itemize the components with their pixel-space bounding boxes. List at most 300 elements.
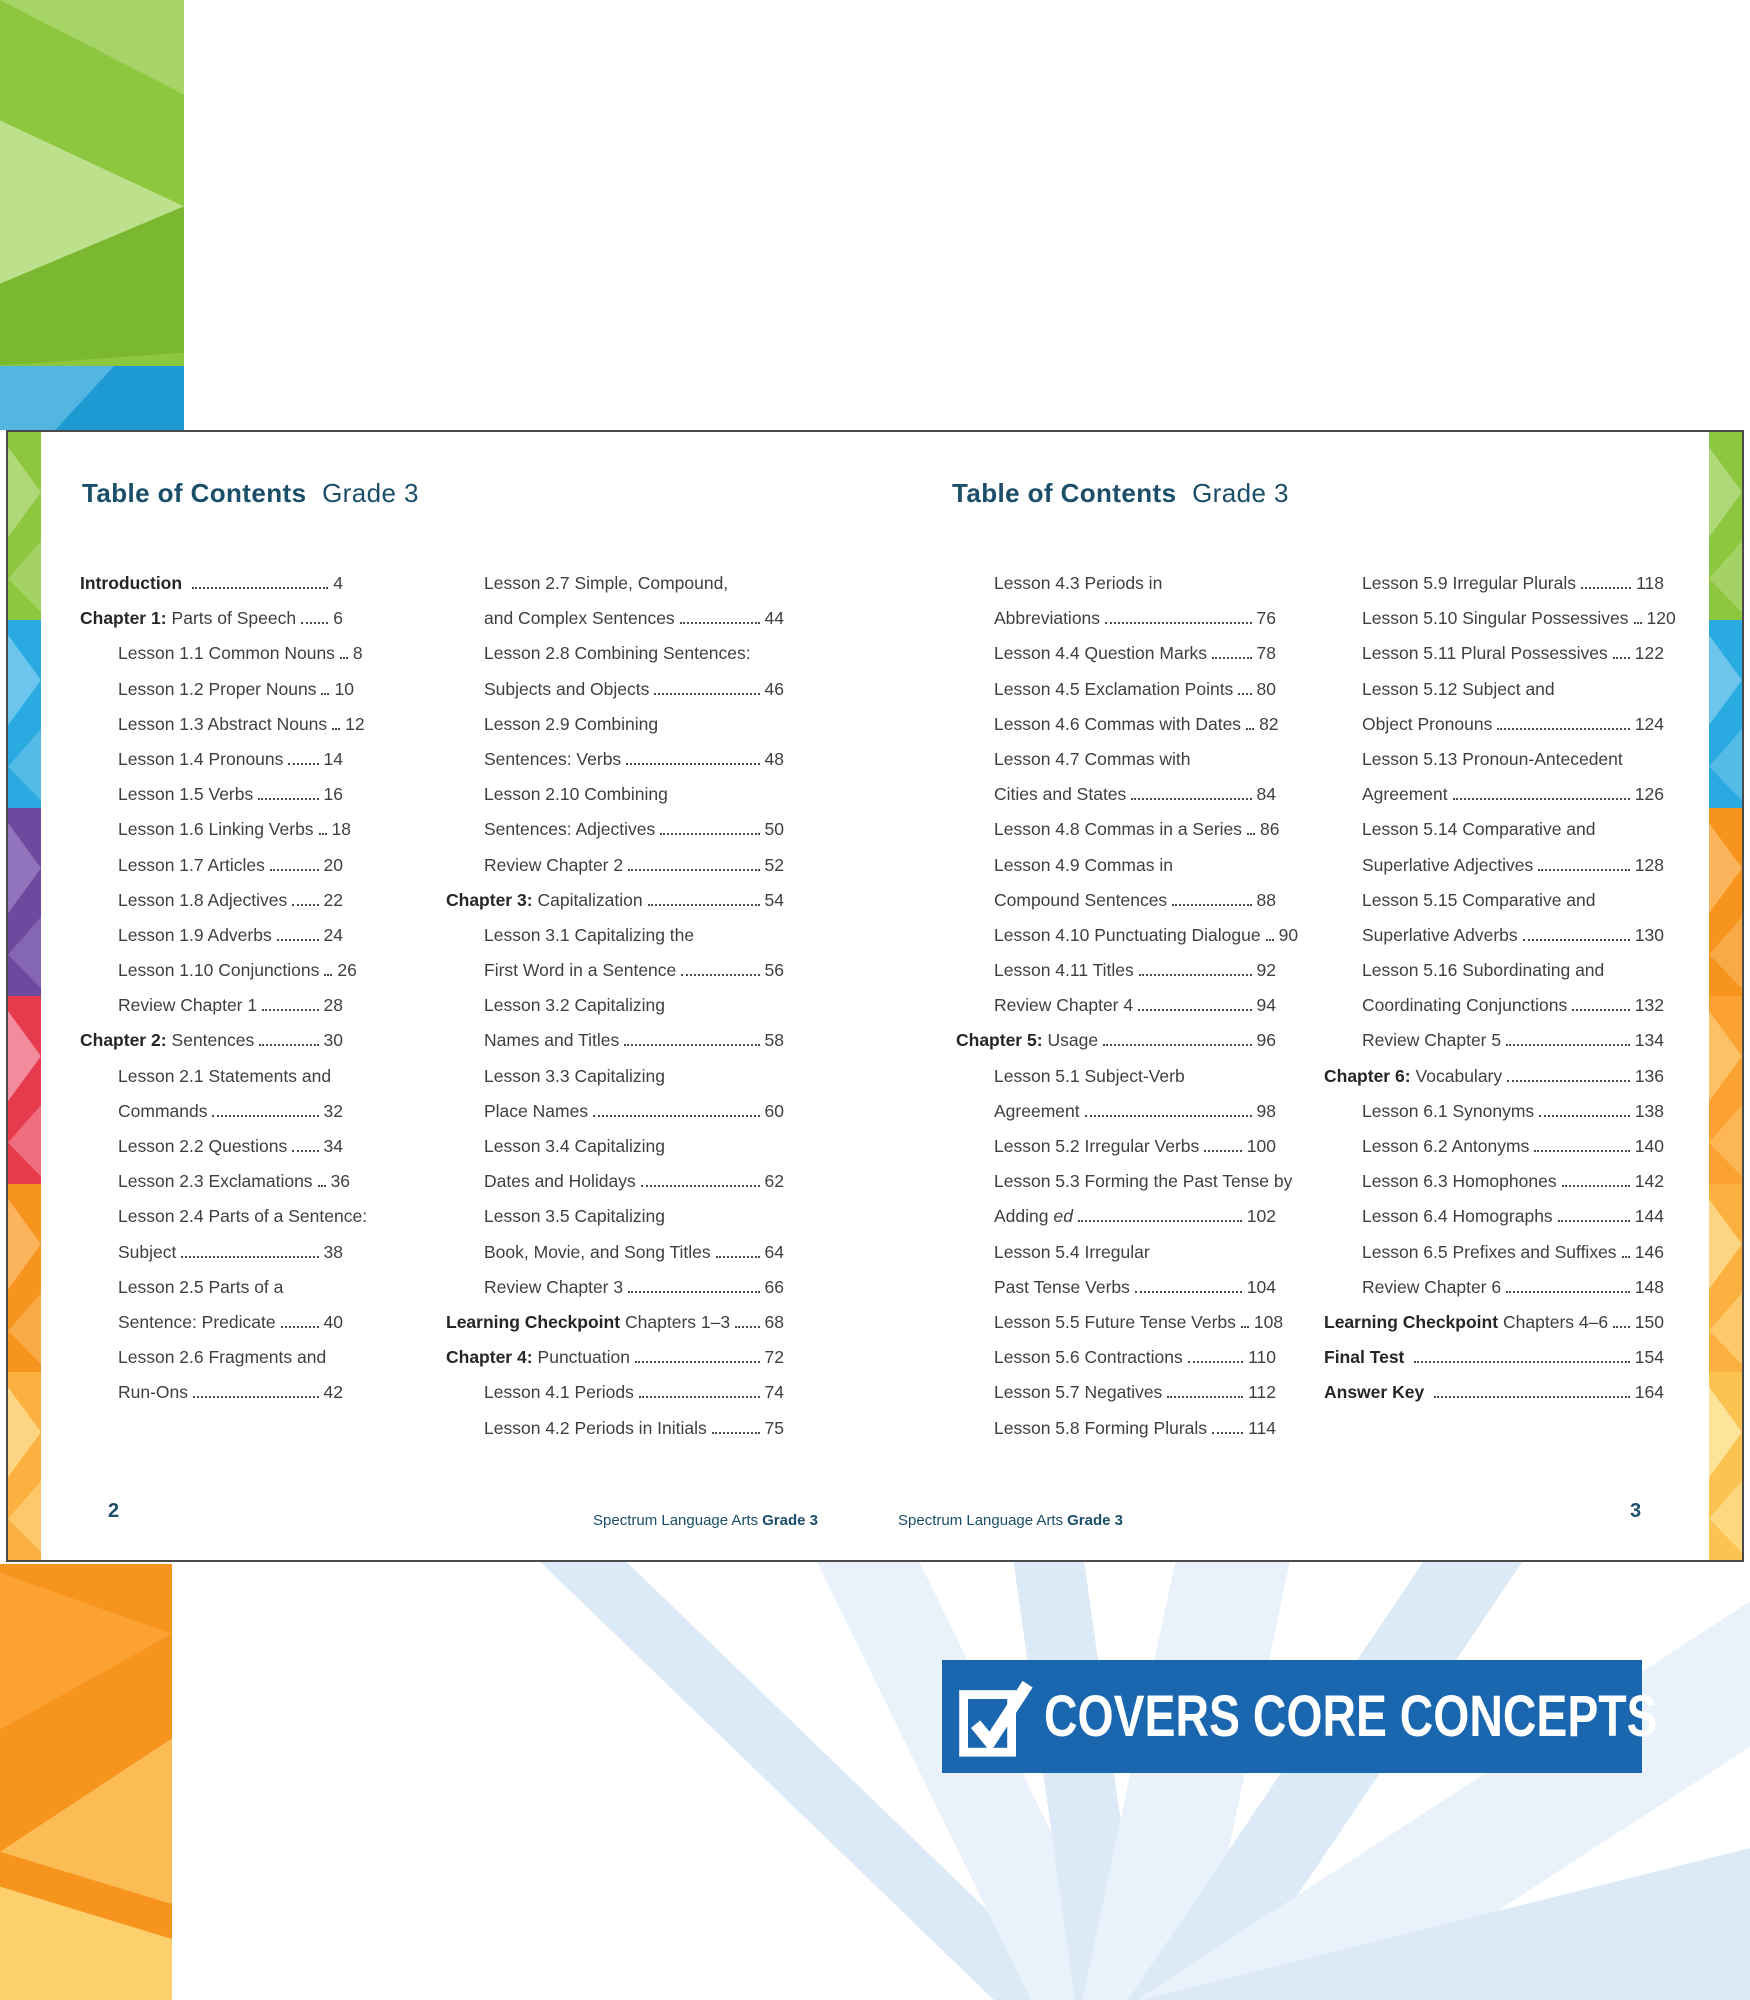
toc-entry: [1324, 601, 1676, 636]
toc-entry-label: Book, Movie, and Song Titles: [484, 1241, 711, 1262]
dot-leader: [1204, 1148, 1242, 1152]
right-page-footer: [898, 1512, 1123, 1529]
toc-entry: [80, 1270, 343, 1305]
dot-leader: [181, 1254, 318, 1258]
toc-entry-page-number: 42: [323, 1382, 343, 1403]
toc-entry-page-number: 24: [323, 924, 343, 945]
dot-leader: [192, 585, 328, 589]
toc-entry-bold-label: Chapter 2:: [80, 1030, 167, 1051]
toc-entry-page-number: 142: [1634, 1171, 1664, 1192]
toc-entry-bold-label: Chapter 6:: [1324, 1065, 1411, 1086]
toc-entry: [956, 566, 1276, 601]
toc-entry: [80, 672, 354, 707]
toc-entry: [1324, 988, 1664, 1023]
dot-leader: [1453, 796, 1630, 800]
toc-entry-label: Dates and Holidays: [484, 1171, 636, 1192]
dot-leader: [1103, 1042, 1251, 1046]
toc-entry-label: Lesson 2.2 Questions: [118, 1136, 288, 1156]
dot-leader: [1507, 1078, 1630, 1082]
toc-entry-page-number: 10: [334, 678, 354, 699]
dot-leader: [654, 691, 759, 695]
toc-entry-page-number: 90: [1278, 924, 1299, 945]
toc-entry-label: Lesson 4.10 Punctuating Dialogue: [994, 924, 1261, 945]
toc-entry-page-number: 102: [1246, 1206, 1276, 1227]
rainbow-strip-left: [8, 432, 41, 1560]
strip-segment-red: [8, 996, 41, 1184]
toc-entry: [446, 1411, 784, 1446]
toc-entry-label: Superlative Adjectives: [1362, 854, 1534, 875]
toc-entry: [80, 812, 352, 847]
toc-entry-page-number: 50: [764, 819, 784, 840]
toc-entry-label: Adding: [994, 1206, 1049, 1227]
toc-entry-label: Place Names: [484, 1100, 589, 1121]
dot-leader: [321, 691, 329, 695]
toc-entry-label: Lesson 1.4 Pronouns: [118, 748, 284, 769]
toc-entry-page-number: 86: [1260, 819, 1280, 840]
toc-entry-label: Lesson 4.5 Exclamation Points: [994, 678, 1234, 699]
dot-leader: [712, 1430, 760, 1434]
toc-entry-label: Subjects and Objects: [484, 678, 650, 699]
toc-entry-page-number: 60: [764, 1100, 784, 1121]
toc-entry-page-number: 14: [323, 748, 343, 769]
toc-entry-page-number: 18: [331, 819, 352, 840]
toc-entry: [1324, 1199, 1664, 1234]
toc-entry-label: Chapters 1–3: [625, 1311, 731, 1332]
toc-entry-label: Lesson 4.3 Periods in: [994, 573, 1163, 593]
dot-leader: [1085, 1113, 1252, 1117]
toc-entry-label: Lesson 6.4 Homographs: [1362, 1206, 1553, 1227]
toc-entry: [956, 1199, 1276, 1234]
toc-entry: [956, 1023, 1276, 1058]
dot-leader: [639, 1394, 760, 1398]
toc-entry-label: Lesson 4.11 Titles: [994, 960, 1134, 981]
toc-entry-page-number: 16: [323, 784, 343, 805]
toc-entry: [1324, 1094, 1664, 1129]
toc-entry-page-number: 110: [1248, 1347, 1276, 1368]
dot-leader: [660, 831, 759, 835]
decorative-green-block: [0, 0, 184, 430]
toc-entry: [446, 777, 784, 812]
dot-leader: [212, 1113, 318, 1117]
toc-entry-label: Subject: [118, 1241, 177, 1262]
banner-label: COVERS CORE CONCEPTS: [1044, 1684, 1658, 1749]
toc-entry: [80, 777, 343, 812]
toc-entry-page-number: 128: [1634, 854, 1664, 875]
toc-entry-label: Lesson 3.2 Capitalizing: [484, 995, 665, 1016]
dot-leader: [1246, 726, 1254, 730]
toc-entry-label: Lesson 1.1 Common Nouns: [118, 643, 335, 664]
toc-entry: [80, 918, 343, 953]
toc-entry-label: Lesson 1.5 Verbs: [118, 784, 254, 805]
toc-entry: [446, 1199, 784, 1234]
check-square-icon: [958, 1669, 1038, 1765]
dot-leader: [288, 761, 318, 765]
toc-entry-bold-label: Chapter 4:: [446, 1347, 533, 1368]
toc-entry: [1324, 1023, 1664, 1058]
dot-leader: [1188, 1359, 1243, 1363]
strip-segment-cyan: [1709, 620, 1742, 808]
strip-segment-yellow-light: [1709, 1372, 1742, 1560]
left-page-footer: [593, 1512, 818, 1529]
toc-entry-page-number: 54: [764, 889, 784, 910]
toc-entry-page-number: 26: [337, 960, 357, 981]
toc-entry: [1324, 1059, 1664, 1094]
toc-entry-label: Review Chapter 4: [994, 995, 1134, 1016]
toc-entry-italic-label: ed: [1053, 1206, 1073, 1227]
footer-series: Spectrum Language Arts: [593, 1512, 759, 1529]
toc-entry: [956, 742, 1276, 777]
dot-leader: [292, 902, 318, 906]
toc-entry: [1324, 707, 1664, 742]
toc-entry: [446, 1270, 784, 1305]
toc-entry-label: Lesson 5.5 Future Tense Verbs: [994, 1311, 1236, 1332]
strip-segment-purple: [8, 808, 41, 996]
dot-leader: [318, 1183, 326, 1187]
page-title-grade: Grade 3: [322, 478, 419, 508]
toc-entry-label: Lesson 6.2 Antonyms: [1362, 1136, 1530, 1156]
toc-entry: [956, 1340, 1276, 1375]
toc-entry: [446, 1305, 784, 1340]
toc-entry-label: Lesson 5.9 Irregular Plurals: [1362, 573, 1576, 593]
toc-entry: [80, 848, 343, 883]
toc-entry-page-number: 66: [764, 1276, 784, 1297]
toc-entry: [956, 1375, 1276, 1410]
dot-leader: [1266, 937, 1274, 941]
toc-entry-page-number: 80: [1256, 678, 1276, 699]
toc-entry-label: Lesson 5.10 Singular Possessives: [1362, 608, 1629, 629]
toc-entry-label: Lesson 2.4 Parts of a Sentence:: [118, 1206, 368, 1227]
toc-entry-label: Run-Ons: [118, 1382, 189, 1403]
toc-entry-page-number: 40: [323, 1311, 343, 1332]
toc-entry: [446, 953, 784, 988]
toc-entry-page-number: 112: [1248, 1382, 1276, 1403]
dot-leader: [1538, 867, 1630, 871]
footer-series: Spectrum Language Arts: [898, 1512, 1064, 1529]
toc-entry-page-number: 138: [1634, 1100, 1664, 1121]
dot-leader: [1105, 620, 1251, 624]
toc-entry: [446, 883, 784, 918]
toc-entry-label: Lesson 5.3 Forming the Past Tense by: [994, 1171, 1293, 1192]
dot-leader: [258, 796, 318, 800]
toc-entry-label: Review Chapter 3: [484, 1276, 624, 1297]
toc-entry-label: Lesson 1.7 Articles: [118, 854, 265, 875]
toc-entry: [80, 742, 343, 777]
toc-entry-label: Lesson 6.1 Synonyms: [1362, 1100, 1535, 1121]
toc-entry-page-number: 92: [1256, 960, 1276, 981]
toc-entry: [80, 953, 357, 988]
toc-entry-page-number: 164: [1634, 1382, 1664, 1403]
left-page-number: 2: [108, 1500, 120, 1522]
toc-entry-page-number: 94: [1256, 995, 1276, 1016]
toc-entry-bold-label: Final Test: [1324, 1347, 1405, 1368]
toc-entry-label: Sentences: Adjectives: [484, 819, 656, 840]
toc-entry: [446, 1375, 784, 1410]
toc-entry-label: Vocabulary: [1415, 1065, 1503, 1086]
toc-entry-label: Lesson 5.2 Irregular Verbs: [994, 1136, 1200, 1156]
toc-entry-label: Lesson 2.9 Combining: [484, 713, 659, 734]
toc-entry-label: Lesson 4.1 Periods: [484, 1382, 634, 1403]
toc-entry-label: Parts of Speech: [171, 608, 297, 629]
toc-entry-page-number: 150: [1634, 1311, 1664, 1332]
toc-entry-label: Lesson 4.6 Commas with Dates: [994, 713, 1242, 734]
dot-leader: [292, 1148, 318, 1152]
toc-entry: [956, 883, 1276, 918]
toc-entry-label: Lesson 6.5 Prefixes and Suffixes: [1362, 1241, 1617, 1262]
toc-entry-page-number: 76: [1256, 608, 1276, 629]
dot-leader: [1414, 1359, 1629, 1363]
toc-column-3: [956, 566, 1299, 1446]
toc-entry: [956, 777, 1276, 812]
toc-entry-label: Cities and States: [994, 784, 1127, 805]
toc-entry-label: Usage: [1047, 1030, 1099, 1051]
toc-entry: [80, 1305, 343, 1340]
page-spread: [6, 430, 1744, 1562]
toc-entry-label: Lesson 4.4 Question Marks: [994, 643, 1208, 664]
dot-leader: [193, 1394, 319, 1398]
dot-leader: [301, 620, 328, 624]
toc-entry-bold-label: Learning Checkpoint: [446, 1311, 621, 1332]
toc-entry-label: Lesson 5.14 Comparative and: [1362, 819, 1596, 840]
toc-entry-page-number: 108: [1253, 1311, 1284, 1332]
toc-entry-label: Lesson 3.5 Capitalizing: [484, 1206, 665, 1227]
toc-column-1: [80, 566, 368, 1411]
toc-entry: [1324, 918, 1664, 953]
dot-leader: [716, 1254, 760, 1258]
toc-entry-page-number: 154: [1634, 1347, 1664, 1368]
toc-column-2: [446, 566, 784, 1446]
toc-entry-label: Punctuation: [537, 1347, 630, 1368]
dot-leader: [340, 655, 348, 659]
toc-entry: [446, 636, 784, 671]
toc-entry-bold-label: Chapter 5:: [956, 1030, 1043, 1051]
toc-entry-page-number: 82: [1259, 713, 1279, 734]
dot-leader: [1172, 902, 1251, 906]
toc-entry-label: Lesson 5.13 Pronoun-Antecedent: [1362, 748, 1623, 769]
toc-entry: [956, 918, 1299, 953]
toc-entry: [956, 848, 1276, 883]
toc-entry-label: Lesson 5.15 Comparative and: [1362, 889, 1596, 910]
decorative-orange-block: [0, 1564, 172, 2000]
toc-entry-label: Lesson 2.10 Combining: [484, 784, 668, 805]
page-title-grade: Grade 3: [1192, 478, 1289, 508]
dot-leader: [1506, 1042, 1630, 1046]
toc-entry: [80, 636, 363, 671]
toc-entry-label: Lesson 4.2 Periods in Initials: [484, 1417, 707, 1438]
dot-leader: [324, 972, 332, 976]
dot-leader: [593, 1113, 759, 1117]
footer-grade: Grade 3: [762, 1512, 818, 1529]
toc-entry-label: Review Chapter 1: [118, 995, 258, 1016]
toc-entry-label: Capitalization: [537, 889, 643, 910]
toc-entry: [446, 672, 784, 707]
toc-entry-page-number: 144: [1634, 1206, 1664, 1227]
toc-entry-bold-label: Learning Checkpoint: [1324, 1311, 1499, 1332]
toc-entry-label: Lesson 5.6 Contractions: [994, 1347, 1183, 1368]
toc-entry: [1324, 742, 1664, 777]
toc-entry-label: Lesson 5.11 Plural Possessives: [1362, 643, 1608, 664]
toc-entry-page-number: 62: [764, 1171, 784, 1192]
toc-entry-page-number: 6: [333, 608, 343, 629]
toc-entry-label: Lesson 1.9 Adverbs: [118, 924, 272, 945]
dot-leader: [1212, 1430, 1243, 1434]
toc-entry-label: Lesson 1.8 Adjectives: [118, 889, 288, 910]
toc-entry: [1324, 1235, 1664, 1270]
toc-entry: [956, 1059, 1276, 1094]
toc-entry: [80, 988, 343, 1023]
dot-leader: [735, 1324, 759, 1328]
dot-leader: [628, 1289, 759, 1293]
strip-segment-yellow: [1709, 1184, 1742, 1372]
toc-entry: [446, 707, 784, 742]
toc-entry-page-number: 52: [764, 854, 784, 875]
toc-entry-page-number: 74: [764, 1382, 784, 1403]
dot-leader: [1622, 1254, 1630, 1258]
dot-leader: [1247, 831, 1255, 835]
toc-entry: [80, 566, 343, 601]
toc-entry-page-number: 88: [1256, 889, 1276, 910]
toc-entry-page-number: 4: [333, 573, 343, 593]
toc-entry: [956, 1129, 1276, 1164]
toc-entry: [1324, 1164, 1664, 1199]
toc-entry-page-number: 8: [352, 643, 363, 664]
toc-entry-bold-label: Chapter 1:: [80, 608, 167, 629]
toc-entry: [1324, 566, 1664, 601]
toc-entry-label: Lesson 6.3 Homophones: [1362, 1171, 1557, 1192]
toc-entry-page-number: 96: [1256, 1030, 1276, 1051]
toc-entry-page-number: 136: [1634, 1065, 1664, 1086]
strip-segment-orange: [8, 1184, 41, 1372]
toc-entry: [446, 566, 784, 601]
dot-leader: [1241, 1324, 1249, 1328]
dot-leader: [648, 902, 760, 906]
dot-leader: [1497, 726, 1629, 730]
toc-entry: [446, 1164, 784, 1199]
toc-entry-page-number: 64: [764, 1241, 784, 1262]
toc-entry-page-number: 58: [764, 1030, 784, 1051]
toc-entry-label: Lesson 5.1 Subject-Verb: [994, 1065, 1185, 1086]
toc-entry: [446, 848, 784, 883]
toc-entry-page-number: 28: [323, 995, 343, 1016]
strip-segment-orange-light: [1709, 996, 1742, 1184]
toc-entry-label: Lesson 2.3 Exclamations: [118, 1171, 313, 1192]
toc-column-4: [1324, 566, 1676, 1411]
toc-entry-label: Lesson 5.16 Subordinating and: [1362, 960, 1605, 981]
dot-leader: [1212, 655, 1252, 659]
toc-entry: [1324, 848, 1664, 883]
toc-entry-page-number: 134: [1634, 1030, 1664, 1051]
toc-entry: [446, 1059, 784, 1094]
page-title-bold: Table of Contents: [82, 478, 307, 508]
toc-entry-page-number: 132: [1634, 995, 1664, 1016]
toc-entry: [956, 1235, 1276, 1270]
toc-entry: [956, 672, 1276, 707]
toc-entry-label: Lesson 2.7 Simple, Compound,: [484, 573, 729, 593]
toc-entry: [446, 601, 784, 636]
toc-entry: [80, 1094, 343, 1129]
toc-entry-page-number: 122: [1634, 643, 1664, 664]
toc-entry-label: Past Tense Verbs: [994, 1276, 1130, 1297]
toc-entry-page-number: 124: [1634, 713, 1664, 734]
dot-leader: [641, 1183, 760, 1187]
toc-entry-page-number: 38: [323, 1241, 343, 1262]
dot-leader: [680, 620, 760, 624]
dot-leader: [1523, 937, 1630, 941]
toc-entry: [446, 988, 784, 1023]
toc-entry-label: Lesson 3.3 Capitalizing: [484, 1065, 665, 1086]
decorative-blue-band: [0, 366, 184, 430]
toc-entry-page-number: 146: [1634, 1241, 1664, 1262]
toc-entry-label: Lesson 1.2 Proper Nouns: [118, 678, 317, 699]
dot-leader: [635, 1359, 760, 1363]
toc-entry-label: Compound Sentences: [994, 889, 1168, 910]
covers-core-concepts-banner: [942, 1660, 1658, 1773]
toc-entry: [446, 1235, 784, 1270]
toc-entry-label: Sentences: [171, 1030, 255, 1051]
toc-entry-label: Object Pronouns: [1362, 713, 1493, 734]
dot-leader: [1167, 1394, 1243, 1398]
toc-entry: [956, 1305, 1284, 1340]
toc-entry: [1324, 1340, 1664, 1375]
dot-leader: [332, 726, 340, 730]
toc-entry-label: Lesson 1.10 Conjunctions: [118, 960, 320, 981]
dot-leader: [1138, 1007, 1251, 1011]
toc-entry-page-number: 46: [764, 678, 784, 699]
toc-entry: [1324, 777, 1664, 812]
dot-leader: [626, 761, 759, 765]
toc-entry: [956, 707, 1279, 742]
dot-leader: [1534, 1148, 1629, 1152]
toc-entry-page-number: 84: [1256, 784, 1276, 805]
toc-entry: [1324, 1375, 1664, 1410]
toc-entry-page-number: 75: [764, 1417, 784, 1438]
toc-entry-label: Agreement: [1362, 784, 1448, 805]
toc-entry-label: Lesson 1.3 Abstract Nouns: [118, 713, 328, 734]
toc-entry: [446, 1094, 784, 1129]
toc-entry-label: Lesson 5.7 Negatives: [994, 1382, 1163, 1403]
toc-entry-label: Lesson 2.8 Combining Sentences:: [484, 643, 751, 664]
rainbow-strip-right: [1709, 432, 1742, 1560]
strip-segment-orange: [1709, 808, 1742, 996]
toc-entry: [1324, 1305, 1664, 1340]
toc-entry: [956, 636, 1276, 671]
toc-entry: [446, 918, 784, 953]
toc-entry-page-number: 104: [1246, 1276, 1276, 1297]
dot-leader: [262, 1007, 318, 1011]
toc-entry-page-number: 140: [1634, 1136, 1664, 1156]
toc-entry-page-number: 98: [1256, 1100, 1276, 1121]
toc-entry: [80, 1164, 351, 1199]
toc-entry-page-number: 130: [1634, 924, 1664, 945]
strip-segment-green: [1709, 432, 1742, 620]
toc-entry-page-number: 56: [764, 960, 784, 981]
toc-entry-page-number: 118: [1636, 573, 1664, 593]
toc-entry-label: Lesson 2.6 Fragments and: [118, 1347, 327, 1368]
toc-entry: [80, 1199, 368, 1234]
toc-entry: [446, 1023, 784, 1058]
toc-entry: [956, 812, 1280, 847]
toc-entry-label: Abbreviations: [994, 608, 1101, 629]
dot-leader: [277, 937, 319, 941]
toc-entry-page-number: 78: [1256, 643, 1276, 664]
dot-leader: [1634, 620, 1642, 624]
toc-entry-page-number: 32: [323, 1100, 343, 1121]
toc-entry-label: Review Chapter 5: [1362, 1030, 1502, 1051]
toc-entry: [80, 1129, 343, 1164]
toc-entry: [80, 1023, 343, 1058]
toc-entry: [1324, 672, 1664, 707]
toc-entry: [80, 601, 343, 636]
toc-entry-page-number: 30: [323, 1030, 343, 1051]
